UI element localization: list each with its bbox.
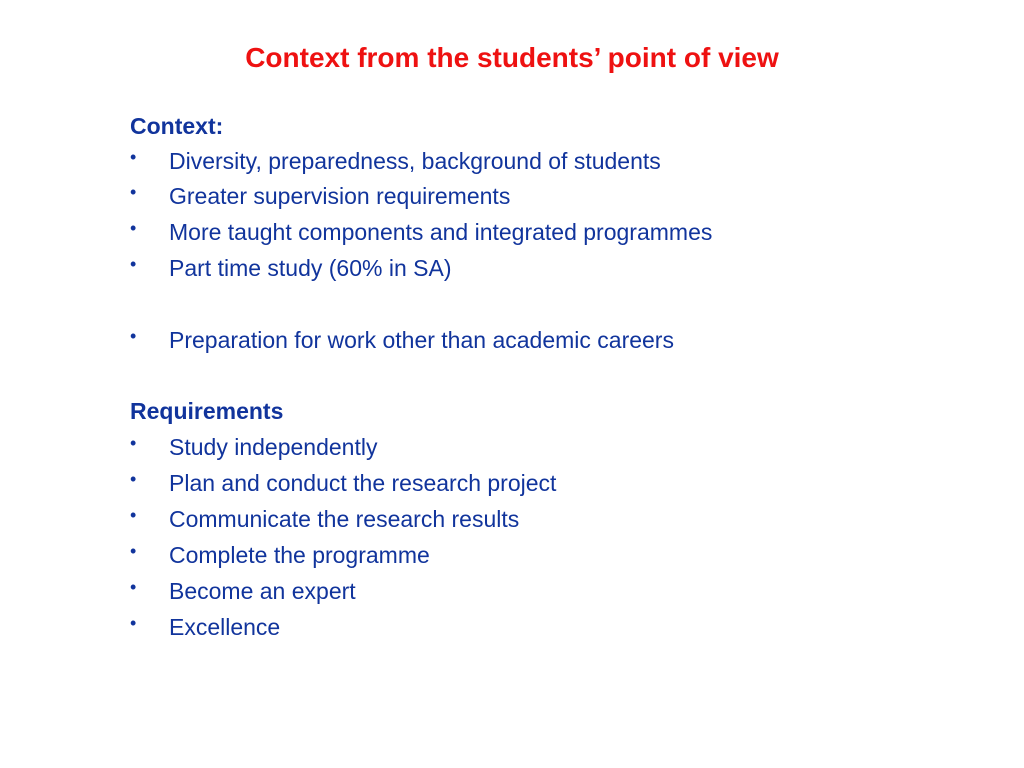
context-item-text: Preparation for work other than academic careers <box>169 327 674 353</box>
bullet-icon: • <box>130 147 137 167</box>
requirement-item-text: Excellence <box>169 614 281 640</box>
requirement-item-text: Plan and conduct the research project <box>169 470 557 496</box>
bullet-icon: • <box>130 182 137 202</box>
requirement-item-text: Become an expert <box>169 578 356 604</box>
requirement-item-text: Complete the programme <box>169 542 430 568</box>
bullet-icon: • <box>130 254 137 274</box>
bullet-icon: • <box>130 613 137 633</box>
bullet-icon: • <box>130 469 137 489</box>
bullet-icon: • <box>130 577 137 597</box>
bullet-icon: • <box>130 541 137 561</box>
slide-title: Context from the students’ point of view <box>245 42 779 73</box>
context-item-text: Part time study (60% in SA) <box>169 255 452 281</box>
context-item-text: Diversity, preparedness, background of students <box>169 148 661 174</box>
bullet-icon: • <box>130 433 137 453</box>
bullet-icon: • <box>130 326 137 346</box>
requirements-heading: Requirements <box>130 398 284 424</box>
context-item-text: More taught components and integrated programmes <box>169 219 713 245</box>
context-item-text: Greater supervision requirements <box>169 183 511 209</box>
bullet-icon: • <box>130 218 137 238</box>
requirement-item-text: Study independently <box>169 434 378 460</box>
bullet-icon: • <box>130 505 137 525</box>
requirement-item-text: Communicate the research results <box>169 506 520 532</box>
context-heading: Context: <box>130 113 224 139</box>
